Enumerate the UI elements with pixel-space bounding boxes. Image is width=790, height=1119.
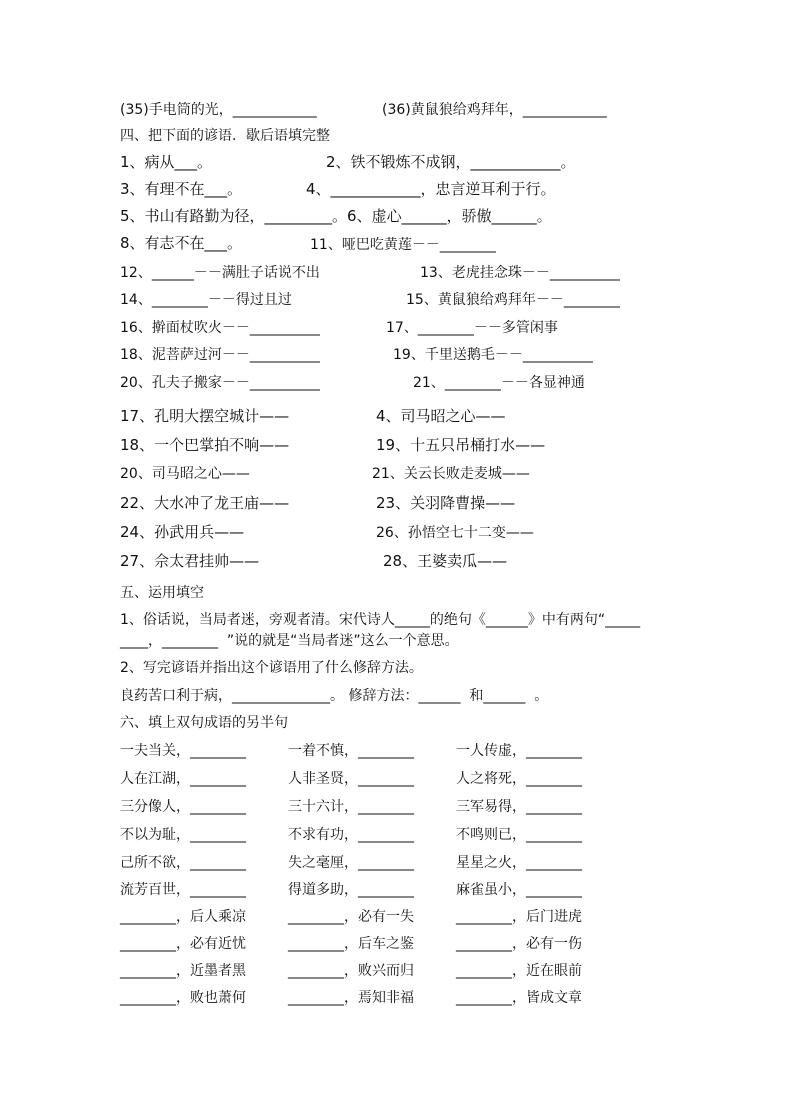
s4-item-16: 16、擀面杖吹火－－__________ xyxy=(120,320,320,336)
s4-item-3: 3、有理不在___。 xyxy=(120,180,243,198)
s4-xiehouyu-28: 28、王婆卖瓜—— xyxy=(383,552,508,570)
s4-item-2: 2、铁不锻炼不成钢，____________。 xyxy=(326,153,576,171)
idiom-item: 人非圣贤，________ xyxy=(288,771,414,787)
s4-xiehouyu-23: 23、关羽降曹操—— xyxy=(376,494,516,512)
s4-item-8: 8、有志不在___。 xyxy=(120,234,243,252)
idiom-item: 三分像人，________ xyxy=(120,799,246,815)
s4-xiehouyu-18: 18、一个巴掌拍不响—— xyxy=(120,436,290,454)
s4-item-14: 14、________－－得过且过 xyxy=(120,292,292,308)
idiom-item: 麻雀虽小，________ xyxy=(456,882,582,898)
idiom-item: 不求有功，________ xyxy=(288,827,414,843)
s4-item-4: 4、____________，忠言逆耳利于行。 xyxy=(306,180,556,198)
idiom-item: ________，后车之鉴 xyxy=(288,936,414,952)
s4-xiehouyu-22: 22、大水冲了龙王庙—— xyxy=(120,494,290,512)
question-36: (36)黄鼠狼给鸡拜年，____________ xyxy=(382,102,607,118)
idiom-item: ________，必有近忧 xyxy=(120,936,246,952)
idiom-item: ________，后人乘凉 xyxy=(120,909,246,925)
s4-item-20: 20、孔夫子搬家－－__________ xyxy=(120,375,320,391)
s4-item-13: 13、老虎挂念珠－－__________ xyxy=(420,265,620,281)
idiom-item: 一人传虚，________ xyxy=(456,743,582,759)
s4-item-15: 15、黄鼠狼给鸡拜年－－________ xyxy=(406,292,620,308)
idiom-item: 不以为耻，________ xyxy=(120,827,246,843)
idiom-item: ________，近墨者黑 xyxy=(120,963,246,979)
s4-item-5-6: 5、书山有路勤为径，_________。6、虚心______，骄傲______。 xyxy=(120,207,552,225)
s5-question-2-blank-line: 良药苦口利于病，______________。 修辞方法：______ 和______ 。 xyxy=(120,688,549,704)
s5-question-1-line-2: ____，________ ”说的就是“当局者迷”这么一个意思。 xyxy=(120,633,459,649)
s4-item-21: 21、________－－各显神通 xyxy=(413,375,585,391)
idiom-item: ________，焉知非福 xyxy=(288,990,414,1006)
idiom-item: 流芳百世，________ xyxy=(120,882,246,898)
idiom-item: 一夫当关，________ xyxy=(120,743,246,759)
idiom-item: 失之毫厘，________ xyxy=(288,855,414,871)
s4-item-11: 11、哑巴吃黄莲－－________ xyxy=(310,237,496,253)
s4-item-17: 17、________－－多管闲事 xyxy=(386,320,558,336)
s4-xiehouyu-26: 26、孙悟空七十二变—— xyxy=(376,525,534,541)
idiom-item: ________，近在眼前 xyxy=(456,963,582,979)
idiom-item: 星星之火，________ xyxy=(456,855,582,871)
s4-xiehouyu-4: 4、司马昭之心—— xyxy=(376,407,506,425)
section-6-heading: 六、填上双句成语的另半句 xyxy=(120,715,288,731)
s4-xiehouyu-17: 17、孔明大摆空城计—— xyxy=(120,407,290,425)
idiom-item: ________，皆成文章 xyxy=(456,990,582,1006)
s4-item-19: 19、千里送鹅毛－－__________ xyxy=(393,347,593,363)
s5-question-2: 2、写完谚语并指出这个谚语用了什么修辞方法。 xyxy=(120,660,423,676)
s4-xiehouyu-24: 24、孙武用兵—— xyxy=(120,523,245,541)
s5-question-1-line-1: 1、俗话说，当局者迷，旁观者清。宋代诗人_____的绝句《______》中有两句“_____ xyxy=(120,612,641,628)
section-5-heading: 五、运用填空 xyxy=(120,585,204,601)
idiom-item: 人在江湖，________ xyxy=(120,771,246,787)
idiom-item: 三军易得，________ xyxy=(456,799,582,815)
idiom-item: 人之将死，________ xyxy=(456,771,582,787)
idiom-item: 不鸣则已，________ xyxy=(456,827,582,843)
question-35: (35)手电筒的光，____________ xyxy=(120,102,317,118)
idiom-item: ________，后门进虎 xyxy=(456,909,582,925)
s4-item-12: 12、______－－满肚子话说不出 xyxy=(120,265,320,281)
idiom-item: ________，必有一失 xyxy=(288,909,414,925)
s4-xiehouyu-21: 21、关云长败走麦城—— xyxy=(372,466,530,482)
idiom-item: 得道多助，________ xyxy=(288,882,414,898)
idiom-item: 三十六计，________ xyxy=(288,799,414,815)
idiom-item: ________，败也萧何 xyxy=(120,990,246,1006)
idiom-item: 一着不慎，________ xyxy=(288,743,414,759)
s4-item-1: 1、病从___。 xyxy=(120,153,213,171)
s4-xiehouyu-20: 20、司马昭之心—— xyxy=(120,466,250,482)
s4-item-18: 18、泥菩萨过河－－__________ xyxy=(120,347,320,363)
idiom-item: 己所不欲，________ xyxy=(120,855,246,871)
s4-xiehouyu-27: 27、佘太君挂帅—— xyxy=(120,552,260,570)
idiom-item: ________，败兴而归 xyxy=(288,963,414,979)
s4-xiehouyu-19: 19、十五只吊桶打水—— xyxy=(376,436,546,454)
idiom-item: ________，必有一伤 xyxy=(456,936,582,952)
section-4-heading: 四、把下面的谚语．歇后语填完整 xyxy=(120,128,330,144)
